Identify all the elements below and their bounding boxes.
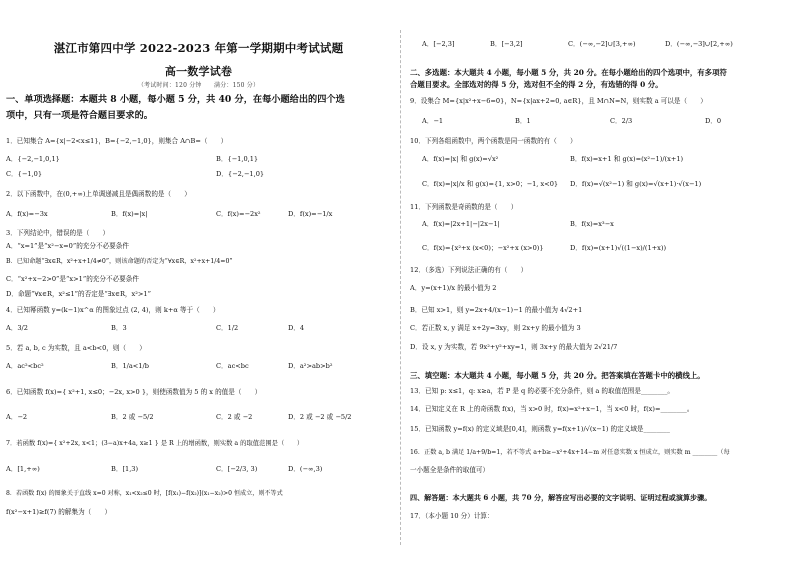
q12-option-b: B．已知 x>1，则 y=2x+4/(x−1)−1 的最小值为 4√2+1: [410, 306, 583, 314]
q10-option-b: B．f(x)=x+1 和 g(x)=(x²−1)/(x+1): [570, 155, 684, 163]
column-divider: [400, 30, 401, 545]
q1-option-b: B．{−1,0,1}: [216, 155, 259, 163]
q9-option-b: B．1: [515, 117, 531, 125]
q12-stem: 12．（多选）下列说法正确的有（ ）: [410, 266, 528, 274]
q2-stem: 2．以下函数中，在(0,+∞)上单调递减且是偶函数的是（ ）: [6, 190, 191, 198]
q11-option-c: C．f(x)={x²+x (x<0)；−x²+x (x>0)}: [422, 244, 544, 252]
q3-stem: 3．下列结论中，错误的是（ ）: [6, 229, 110, 237]
q6-option-c: C．2 或 −2: [216, 413, 253, 421]
q8-stem-line2: f(x²−x+1)≥f(7) 的解集为（ ）: [6, 508, 112, 516]
q14: 14．已知定义在 R 上的奇函数 f(x)，当 x>0 时，f(x)=x²+x−1，当 x<0 时，f(x)=________。: [410, 405, 694, 413]
q11-option-d: D．f(x)=(x+1)√((1−x)/(1+x)): [570, 244, 667, 252]
q10-stem: 10．下列各组函数中，两个函数是同一函数的有（ ）: [410, 137, 577, 145]
q6-option-d: D．2 或 −2 或 −5/2: [288, 413, 352, 421]
q2-option-b: B．f(x)=|x|: [111, 210, 148, 218]
q7-option-b: B．[1,3): [111, 465, 139, 473]
q9-option-c: C．2/3: [610, 117, 633, 125]
q2-option-d: D．f(x)=−1/x: [288, 210, 333, 218]
q5-option-c: C．ac<bc: [216, 362, 249, 370]
q4-option-b: B．3: [111, 324, 127, 332]
q7-stem: 7．若函数 f(x)={ x²+2x, x<1；(3−a)x+4a, x≥1 } 是 R 上的增函数，则实数 a 的取值范围是（ ）: [6, 440, 304, 447]
q4-stem: 4．已知幂函数 y=(k−1)x^α 的图象过点 (2, 4)，则 k+α 等于（ ）: [6, 306, 220, 314]
q10-option-a: A．f(x)=|x| 和 g(x)=√x²: [422, 155, 499, 163]
exam-subtitle: 高一数学试卷: [164, 65, 233, 78]
q17: 17．（本小题 10 分）计算：: [410, 512, 494, 520]
q9-option-d: D．0: [705, 117, 722, 125]
q5-option-b: B．1/a<1/b: [111, 362, 149, 370]
q7-option-a: A．[1,+∞): [6, 465, 40, 473]
q8-option-a: A．[−2,3]: [422, 40, 455, 48]
q11-option-a: A．f(x)=|2x+1|−|2x−1|: [422, 220, 500, 228]
left-column: [6, 0, 391, 562]
q3-option-d: D．命题“∀x∈R，x²≤1”的否定是“∃x∈R，x²>1”: [6, 290, 151, 298]
q1-option-a: A．{−2,−1,0,1}: [6, 155, 60, 163]
q8-option-b: B．[−3,2]: [490, 40, 523, 48]
q4-option-c: C．1/2: [216, 324, 239, 332]
q12-option-d: D．设 x, y 为实数，若 9x²+y²+xy=1，则 3x+y 的最大值为 2√21/7: [410, 343, 618, 351]
q15: 15．已知函数 y=f(x) 的定义域是[0,4]，则函数 y=f(x+1)/√(x−1) 的定义域是________: [410, 425, 670, 433]
exam-title: 湛江市第四中学 2022-2023 年第一学期期中考试试题: [53, 41, 344, 55]
q10-option-c: C．f(x)=|x|/x 和 g(x)={1, x>0；−1, x<0}: [422, 180, 559, 188]
q16-line1: 16．正数 a, b 满足 1/a+9/b=1，若不等式 a+b≥−x²+4x+14−m 对任意实数 x 恒成立，则实数 m ________（每: [410, 449, 730, 456]
q1-stem: 1．已知集合 A={x|−2<x≤1}，B={−2,−1,0}，则集合 A∩B=（ ）: [6, 137, 228, 145]
q4-option-a: A．3/2: [6, 324, 28, 332]
q11-option-b: B．f(x)=x³−x: [570, 220, 614, 228]
q8-stem-line1: 8．若函数 f(x) 的图象关于直线 x=0 对称，x₁<x₂≤0 时，[f(x₁)−f(x₂)](x₁−x₂)>0 恒成立，则不等式: [6, 490, 283, 497]
q7-option-d: D．(−∞,3): [288, 465, 323, 473]
section4-heading: 四、解答题：本大题共 6 小题，共 70 分，解答应写出必要的文字说明、证明过程或演算步骤。: [410, 493, 712, 502]
q3-option-a: A．“x=1”是“x²−x=0”的充分不必要条件: [6, 242, 129, 250]
q6-option-b: B．2 或 −5/2: [111, 413, 154, 421]
q10-option-d: D．f(x)=√(x²−1) 和 g(x)=√(x+1)·√(x−1): [570, 180, 702, 188]
q3-option-b: B．已知命题“∃x∈R，x²+x+1/4≠0”，则该命题的否定为“∀x∈R，x²+x+1/4=0”: [6, 258, 233, 265]
q9-stem: 9．设集合 M={x|x²+x−6=0}，N={x|ax+2=0, a∈R}，且 M∩N=N，则实数 a 可以是（ ）: [410, 97, 707, 105]
section1-heading-line1: 一、单项选择题：本题共 8 小题，每小题 5 分，共 40 分，在每小题给出的四个选: [6, 94, 345, 105]
q1-option-c: C．{−1,0}: [6, 170, 43, 178]
q8-option-c: C．(−∞,−2]∪[3,+∞): [568, 40, 636, 48]
q11-stem: 11．下列函数是奇函数的是（ ）: [410, 203, 518, 211]
q8-option-d: D．(−∞,−3]∪[2,+∞): [665, 40, 733, 48]
q16-line2: 一小题全是条件的取值可）: [410, 466, 490, 474]
q1-option-d: D．{−2,−1,0}: [216, 170, 265, 178]
q2-option-c: C．f(x)=−2x²: [216, 210, 261, 218]
section2-heading-line1: 二、多选题：本大题共 4 小题，每小题 5 分，共 20 分。在每小题给出的四个选项中，有多项符: [410, 68, 727, 77]
section1-heading-line2: 项中，只有一项是符合题目要求的。: [6, 110, 153, 121]
q3-option-c: C．“x²+x−2>0”是“x>1”的充分不必要条件: [6, 275, 139, 283]
q6-stem: 6．已知函数 f(x)={ x²+1, x≤0；−2x, x>0 }，则使函数值为 5 的 x 的值是（ ）: [6, 388, 262, 396]
q5-stem: 5．若 a, b, c 为实数，且 a<b<0，则（ ）: [6, 344, 146, 352]
q9-option-a: A．−1: [422, 117, 444, 125]
q12-option-c: C．若正数 x, y 满足 x+2y=3xy，则 2x+y 的最小值为 3: [410, 324, 581, 332]
exam-meta: （考试时间：120 分钟 满分：150 分）: [137, 82, 260, 89]
q6-option-a: A．−2: [6, 413, 28, 421]
q12-option-a: A．y=(x+1)/x 的最小值为 2: [410, 284, 497, 292]
q2-option-a: A．f(x)=−3x: [6, 210, 48, 218]
q4-option-d: D．4: [288, 324, 305, 332]
right-column: [410, 0, 794, 562]
q13: 13．已知 p: x≤1，q: x≥a，若 P 是 q 的必要不充分条件，则 a 的取值范围是________。: [410, 387, 674, 395]
q5-option-d: D．a²>ab>b²: [288, 362, 333, 370]
q5-option-a: A．ac²<bc²: [6, 362, 44, 370]
section3-heading: 三、填空题：本大题共 4 小题，每小题 5 分，共 20 分。把答案填在答题卡中的横线上。: [410, 371, 705, 380]
q7-option-c: C．[−2/3, 3): [216, 465, 258, 473]
section2-heading-line2: 合题目要求。全部选对的得 5 分，选对但不全的得 2 分，有选错的得 0 分。: [410, 80, 663, 89]
